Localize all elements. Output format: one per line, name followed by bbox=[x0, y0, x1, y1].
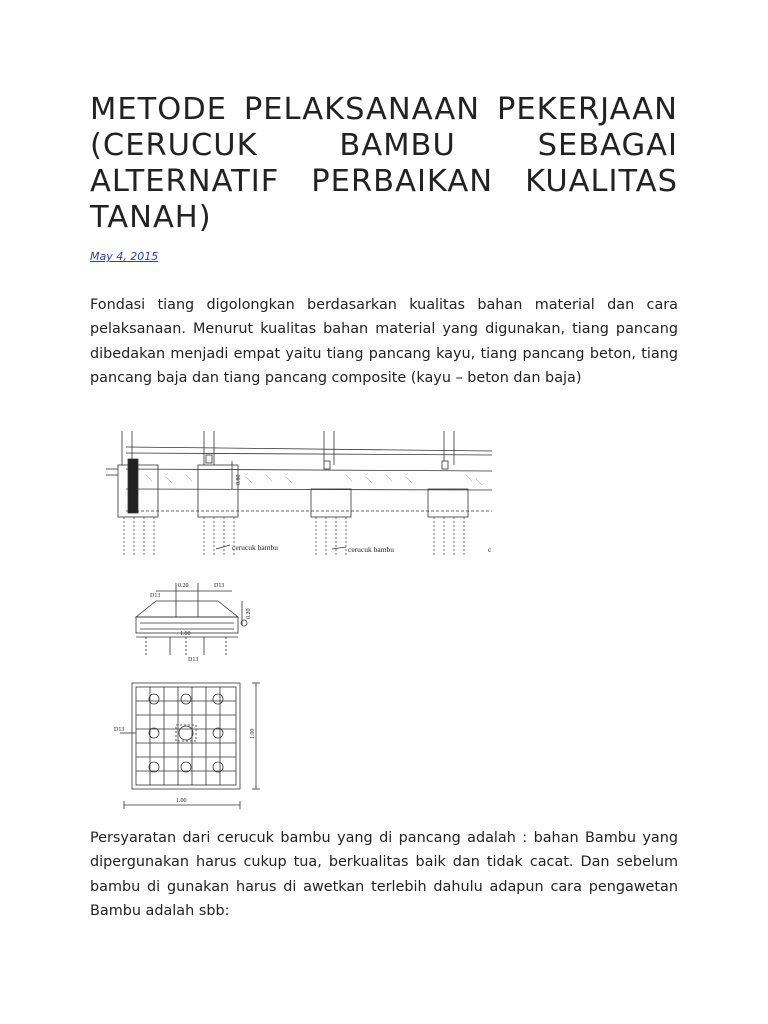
label-cerucuk-bambu: cerucuk bambu bbox=[232, 543, 279, 552]
rebar-label: D13 bbox=[150, 593, 161, 599]
rebar-label: D13 bbox=[188, 657, 199, 663]
label-cerucuk-cut: c bbox=[488, 545, 492, 554]
paragraph-persyaratan: Persyaratan dari cerucuk bambu yang di pancang adalah : bahan Bambu yang dipergunakan harus cukup tua, berkualitas baik dan tidak cacat. Dan sebelum bambu di gunakan harus di awetkan terlebih dahulu adapun cara pengawetan Bambu adalah sbb: bbox=[90, 830, 678, 920]
dimension-label: 0.80 bbox=[236, 474, 242, 485]
rebar-label: D13 bbox=[214, 583, 225, 589]
foundation-elevation bbox=[106, 431, 492, 555]
rebar-label: D13 bbox=[114, 727, 125, 733]
dimension-label: 1.00 bbox=[250, 728, 256, 739]
post-date-link[interactable]: May 4, 2015 bbox=[90, 250, 159, 263]
page-title: METODE PELAKSANAAN PEKERJAAN (CERUCUK BAMBU SEBAGAI ALTERNATIF PERBAIKAN KUALITAS TANAH) bbox=[90, 92, 678, 235]
dimension-label: 1.00 bbox=[176, 798, 187, 804]
label-cerucuk-bambu: cerucuk bambu bbox=[348, 545, 395, 554]
paragraph-fondasi: Fondasi tiang digolongkan berdasarkan kualitas bahan material dan cara pelaksanaan. Menurut kualitas bahan material yang digunakan, tiang pancang dibedakan menjadi empat yaitu tiang pancang kayu, tiang pancang beton, tiang pancang baja dan tiang pancang composite (kayu – beton dan baja) bbox=[90, 297, 678, 387]
dimension-label: 0.20 bbox=[178, 583, 189, 589]
dimension-label: 1.00 bbox=[180, 631, 191, 637]
pile-cap-plan bbox=[120, 683, 260, 809]
foundation-drawing bbox=[106, 425, 498, 817]
dimension-label: 0.20 bbox=[246, 608, 252, 619]
